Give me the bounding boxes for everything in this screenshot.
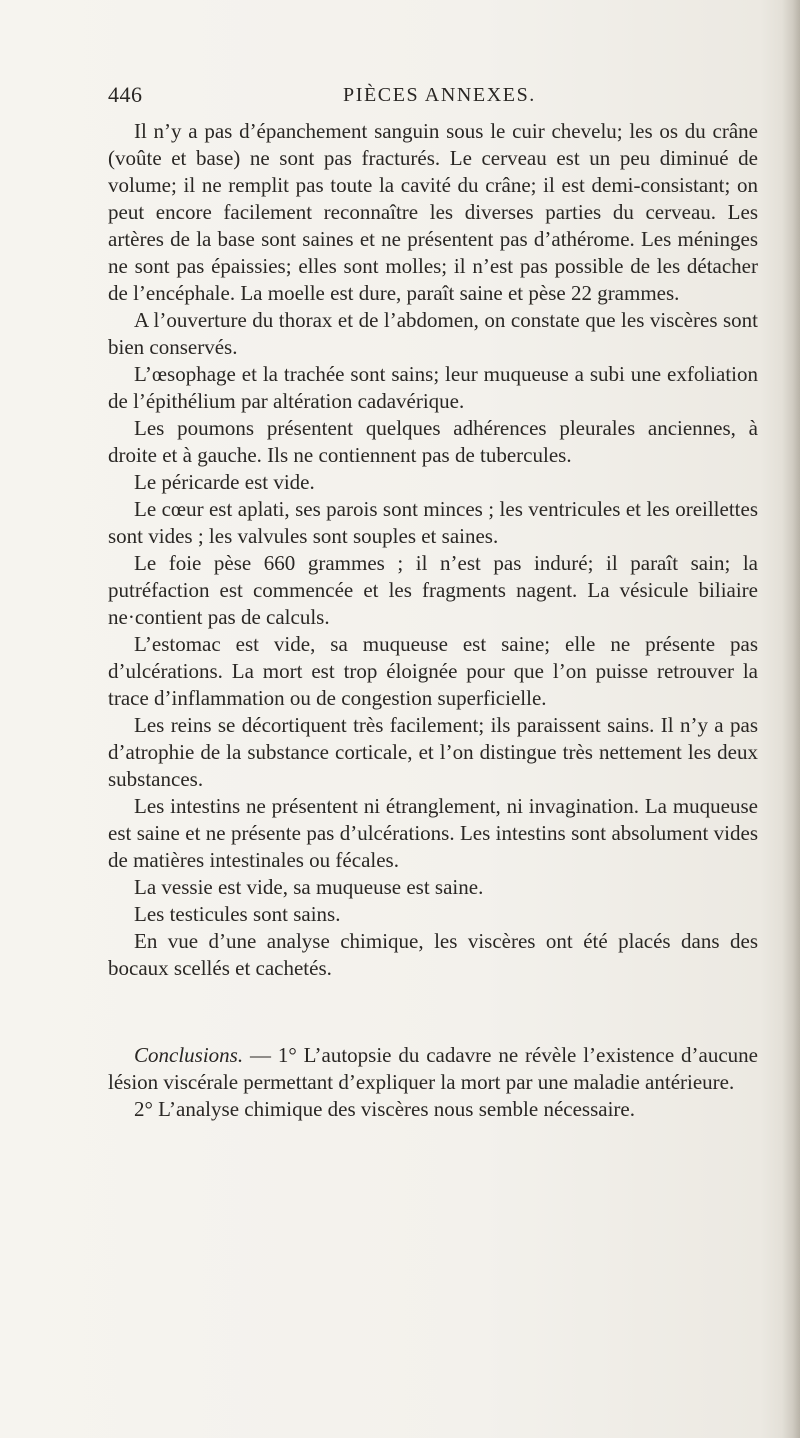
paragraph: L’œsophage et la trachée sont sains; leur muqueuse a subi une exfoliation de l’épithélium par altération cadavérique. [108,362,758,413]
paragraph: Le foie pèse 660 grammes ; il n’est pas induré; il paraît sain; la putréfaction est commencée et les fragments nagent. La vésicule biliaire ne·contient pas de calculs. [108,551,758,629]
page-number: 446 [108,82,143,107]
paragraph: A l’ouverture du thorax et de l’abdomen, on constate que les viscères sont bien conservés. [108,308,758,359]
paragraph: Les intestins ne présentent ni étranglement, ni invagination. La muqueuse est saine et ne présente pas d’ulcérations. Les intestins sont absolument vides de matières intestinales ou fécales. [108,794,758,872]
page-edge-shadow [782,0,800,1438]
conclusions-heading: Conclusions. [134,1043,244,1067]
paragraph: Le péricarde est vide. [134,470,315,494]
paragraph: La vessie est vide, sa muqueuse est saine. [134,875,484,899]
conclusion-item-1 [108,1042,758,1096]
page-header [108,82,748,112]
paragraph: L’estomac est vide, sa muqueuse est saine; elle ne présente pas d’ulcérations. La mort est trop éloignée pour que l’on puisse retrouver la trace d’inflammation ou de congestion superficielle. [108,632,758,710]
paragraph: En vue d’une analyse chimique, les viscères ont été placés dans des bocaux scellés et cachetés. [108,929,758,980]
conclusion-item-2: 2° L’analyse chimique des viscères nous semble nécessaire. [134,1097,635,1121]
paragraph: Les reins se décortiquent très facilement; ils paraissent sains. Il n’y a pas d’atrophie de la substance corticale, et l’on distingue très nettement les deux substances. [108,713,758,791]
running-title: PIÈCES ANNEXES. [343,84,536,106]
conclusions-section [108,1042,758,1123]
paragraph: Le cœur est aplati, ses parois sont minces ; les ventricules et les oreillettes sont vides ; les valvules sont souples et saines. [108,497,758,548]
body-text [108,118,758,982]
paragraph: Il n’y a pas d’épanchement sanguin sous le cuir chevelu; les os du crâne (voûte et base) ne sont pas fracturés. Le cerveau est un peu diminué de volume; il ne remplit pas toute la cavité du crâne; il est demi-consistant; on peut encore facilement reconnaître les diverses parties du cerveau. Les artères de la base sont saines et ne présentent pas d’athérome. Les méninges ne sont pas épaissies; elles sont molles; il n’est pas possible de les détacher de l’encéphale. La moelle est dure, paraît saine et pèse 22 grammes. [108,119,758,305]
conclusion-text-1: — 1° L’autopsie du cadavre ne révèle l’existence d’aucune lésion viscérale permettant d’expliquer la mort par une maladie antérieure. [108,1043,758,1094]
paragraph: Les testicules sont sains. [134,902,341,926]
paragraph: Les poumons présentent quelques adhérences pleurales anciennes, à droite et à gauche. Ils ne contiennent pas de tubercules. [108,416,758,467]
